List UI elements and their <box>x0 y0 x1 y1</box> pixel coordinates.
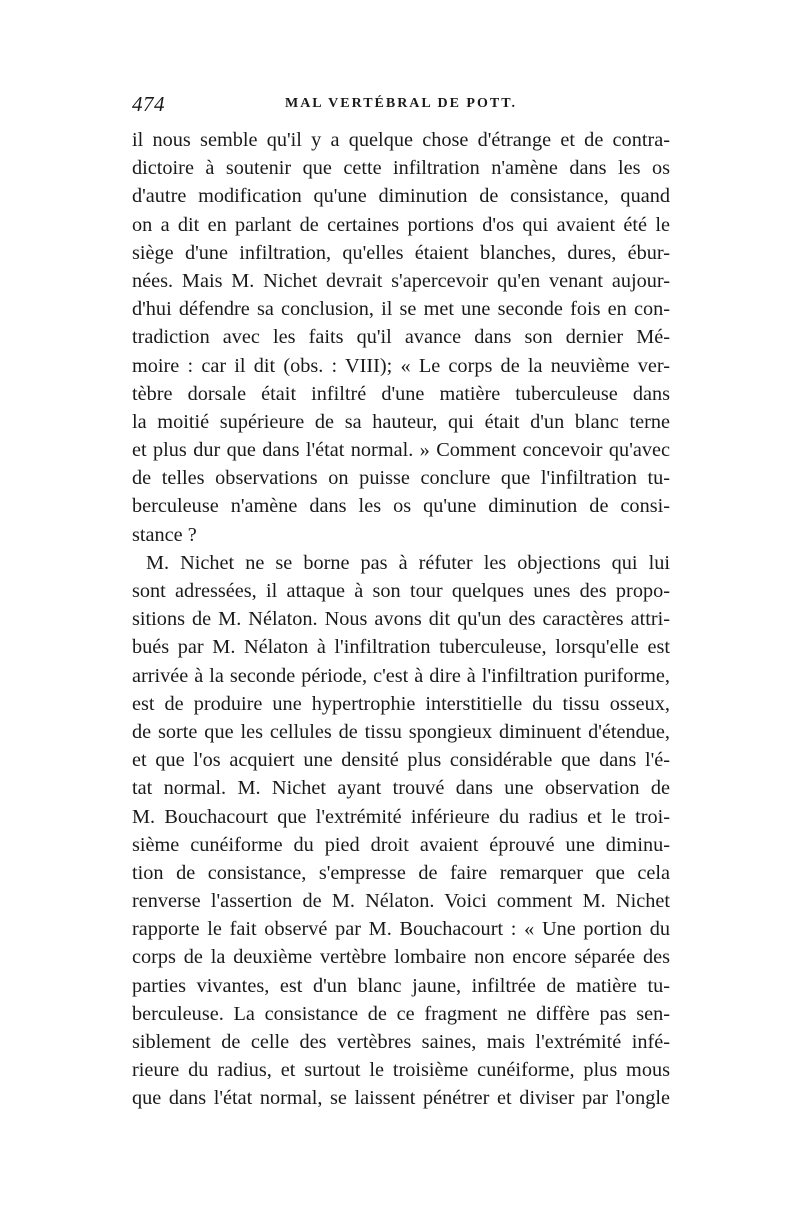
text-line: berculeuse. La consistance de ce fragment ne diffère pas sen- <box>132 1002 670 1025</box>
text-line: siblement de celle des vertèbres saines, mais l'extrémité infé- <box>132 1031 670 1053</box>
running-head <box>132 92 670 122</box>
text-line: tion de consistance, s'empresse de faire remarquer que cela <box>132 861 670 884</box>
text-line: parties vivantes, est d'un blanc jaune, infiltrée de matière tu- <box>132 974 670 997</box>
text-line: tat normal. M. Nichet ayant trouvé dans une observation de <box>132 777 670 800</box>
text-line: sième cunéiforme du pied droit avaient éprouvé une diminu- <box>132 833 670 856</box>
text-line: bués par M. Nélaton à l'infiltration tuberculeuse, lorsqu'elle est <box>132 636 670 659</box>
text-line: sitions de M. Nélaton. Nous avons dit qu'un des caractères attri- <box>132 608 670 631</box>
paragraph-2 <box>132 549 670 1113</box>
paragraph-1 <box>132 126 670 549</box>
text-line: berculeuse n'amène dans les os qu'une diminution de consi- <box>132 495 670 518</box>
text-line: M. Bouchacourt que l'extrémité inférieure du radius et le troi- <box>132 805 670 828</box>
text-line: dictoire à soutenir que cette infiltration n'amène dans les os <box>132 157 670 180</box>
text-line: renverse l'assertion de M. Nélaton. Voici comment M. Nichet <box>132 890 670 913</box>
text-line: on a dit en parlant de certaines portions d'os qui avaient été le <box>132 213 670 236</box>
running-title: MAL VERTÉBRAL DE POTT. <box>284 96 518 111</box>
text-line: et que l'os acquiert une densité plus considérable que dans l'é- <box>132 749 670 772</box>
text-line: il nous semble qu'il y a quelque chose d'étrange et de contra- <box>132 129 670 151</box>
text-line: sont adressées, il attaque à son tour quelques unes des propo- <box>132 580 670 602</box>
text-line: de sorte que les cellules de tissu spongieux diminuent d'étendue, <box>132 720 670 743</box>
text-line: que dans l'état normal, se laissent pénétrer et diviser par l'ongle <box>132 1087 670 1110</box>
page-number: 474 <box>132 92 165 116</box>
text-line: rieure du radius, et surtout le troisième cunéiforme, plus mous <box>132 1059 670 1082</box>
text-line: arrivée à la seconde période, c'est à dire à l'infiltration puriforme, <box>132 664 670 687</box>
text-line: moire : car il dit (obs. : VIII); « Le corps de la neuvième ver- <box>132 354 670 377</box>
text-line: M. Nichet ne se borne pas à réfuter les objections qui lui <box>146 551 670 574</box>
text-line: d'autre modification qu'une diminution de consistance, quand <box>132 185 670 208</box>
text-line: est de produire une hypertrophie interstitielle du tissu osseux, <box>132 692 670 715</box>
text-line: rapporte le fait observé par M. Bouchacourt : « Une portion du <box>132 918 670 941</box>
text-line: siège d'une infiltration, qu'elles étaient blanches, dures, ébur- <box>132 241 670 264</box>
book-page <box>132 92 670 1113</box>
text-line: nées. Mais M. Nichet devrait s'apercevoir qu'en venant aujour- <box>132 269 670 292</box>
text-line: tèbre dorsale était infiltré d'une matière tuberculeuse dans <box>132 382 670 405</box>
text-line: stance ? <box>132 523 197 546</box>
text-line: et plus dur que dans l'état normal. » Comment concevoir qu'avec <box>132 439 670 462</box>
text-line: corps de la deuxième vertèbre lombaire non encore séparée des <box>132 946 670 969</box>
text-line: la moitié supérieure de sa hauteur, qui était d'un blanc terne <box>132 410 670 433</box>
text-line: d'hui défendre sa conclusion, il se met une seconde fois en con- <box>132 298 670 321</box>
text-line: tradiction avec les faits qu'il avance dans son dernier Mé- <box>132 326 670 349</box>
text-line: de telles observations on puisse conclure que l'infiltration tu- <box>132 467 670 490</box>
